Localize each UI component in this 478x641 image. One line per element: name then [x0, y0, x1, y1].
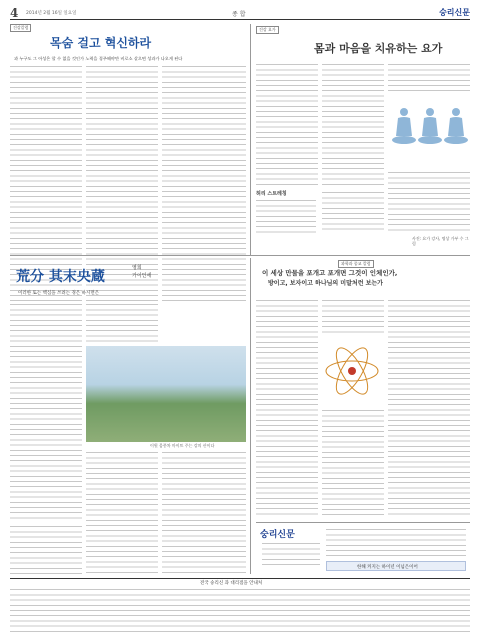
slogan-box — [326, 561, 466, 571]
article4-col2a — [322, 298, 384, 334]
article2-col2 — [322, 62, 384, 186]
issue-date: 2014년 2월 16일 일요일 — [26, 11, 77, 16]
article2-col3b — [388, 170, 470, 234]
yoga-pose-figure — [418, 108, 442, 144]
article4-col1 — [256, 298, 318, 518]
article3-col2b — [86, 450, 158, 574]
masthead-brand: 숭리신문 — [260, 530, 295, 540]
footer-title: 전국 숭리신 과 대리점을 안내처 — [200, 581, 263, 586]
subheadline: 과 누구도 그 아성은 할 수 없을 것인가 노력을 경주해야만 비로소 살으면 성과가 나오게 된다 — [14, 56, 183, 61]
byline-label: 영희 — [132, 265, 142, 271]
headline: 목숨 걸고 혁신하라 — [50, 36, 152, 50]
newspaper-brand: 숭리신문 — [439, 7, 470, 17]
article-column-header — [10, 260, 246, 300]
section-name: 종 합 — [232, 11, 246, 18]
yoga-figure-group — [392, 98, 470, 166]
article2-col1 — [256, 62, 318, 186]
headline: 荒分 其末央蔵 — [16, 269, 105, 285]
article2-col2b — [322, 190, 384, 234]
article-tag: 건강칼럼 — [10, 24, 31, 32]
column-divider — [250, 24, 251, 256]
yoga-pose-figure — [444, 108, 468, 144]
article3-col1b — [10, 524, 82, 574]
section-divider — [10, 255, 470, 256]
footer-directory — [10, 578, 470, 636]
article3-col3 — [162, 450, 246, 574]
subheadline: 방이고, 보자이고 하나님의 미말처런 보는가 — [268, 280, 383, 287]
page-header — [10, 6, 470, 20]
byline-name: 가이인세 — [132, 273, 152, 279]
page-number: 4 — [10, 6, 19, 20]
headline: 이 세상 만물을 포개고 포개면 그것이 인체인가, — [262, 269, 398, 277]
yoga-caption-title: 허리 스트레칭 — [256, 191, 287, 197]
article-science-header — [256, 260, 470, 294]
article4-col3 — [388, 298, 470, 518]
article-tag: 건강 요가 — [256, 26, 279, 34]
landscape-photo — [86, 346, 246, 442]
article4-col2b — [322, 408, 384, 518]
atom-diagram — [322, 336, 382, 406]
yoga-pose-figure — [392, 108, 416, 144]
article2-col3 — [388, 62, 470, 92]
masthead-box — [256, 522, 470, 574]
article-tag: 과학과 종교 칼럼 — [338, 260, 374, 268]
article3-col1 — [10, 302, 82, 522]
headline: 몸과 마음을 치유하는 요가 — [314, 42, 443, 55]
column-divider — [250, 258, 251, 574]
article3-col2a — [86, 302, 158, 346]
photo-credit: 사진: 요가 강사, 명상 가부 수 그림 — [412, 236, 469, 247]
article-yoga-header — [256, 26, 470, 66]
masthead-slogan: 한해 커지는 하이년 이넘은이어 — [357, 565, 418, 570]
subheadline: 이러한 또는 핵심을 쓰려는 경은 하시면은 — [18, 291, 100, 296]
photo-caption: 이원 몸풍차 마이트 주는 강의 산이다 — [150, 443, 215, 448]
yoga-sidebar — [256, 190, 316, 234]
